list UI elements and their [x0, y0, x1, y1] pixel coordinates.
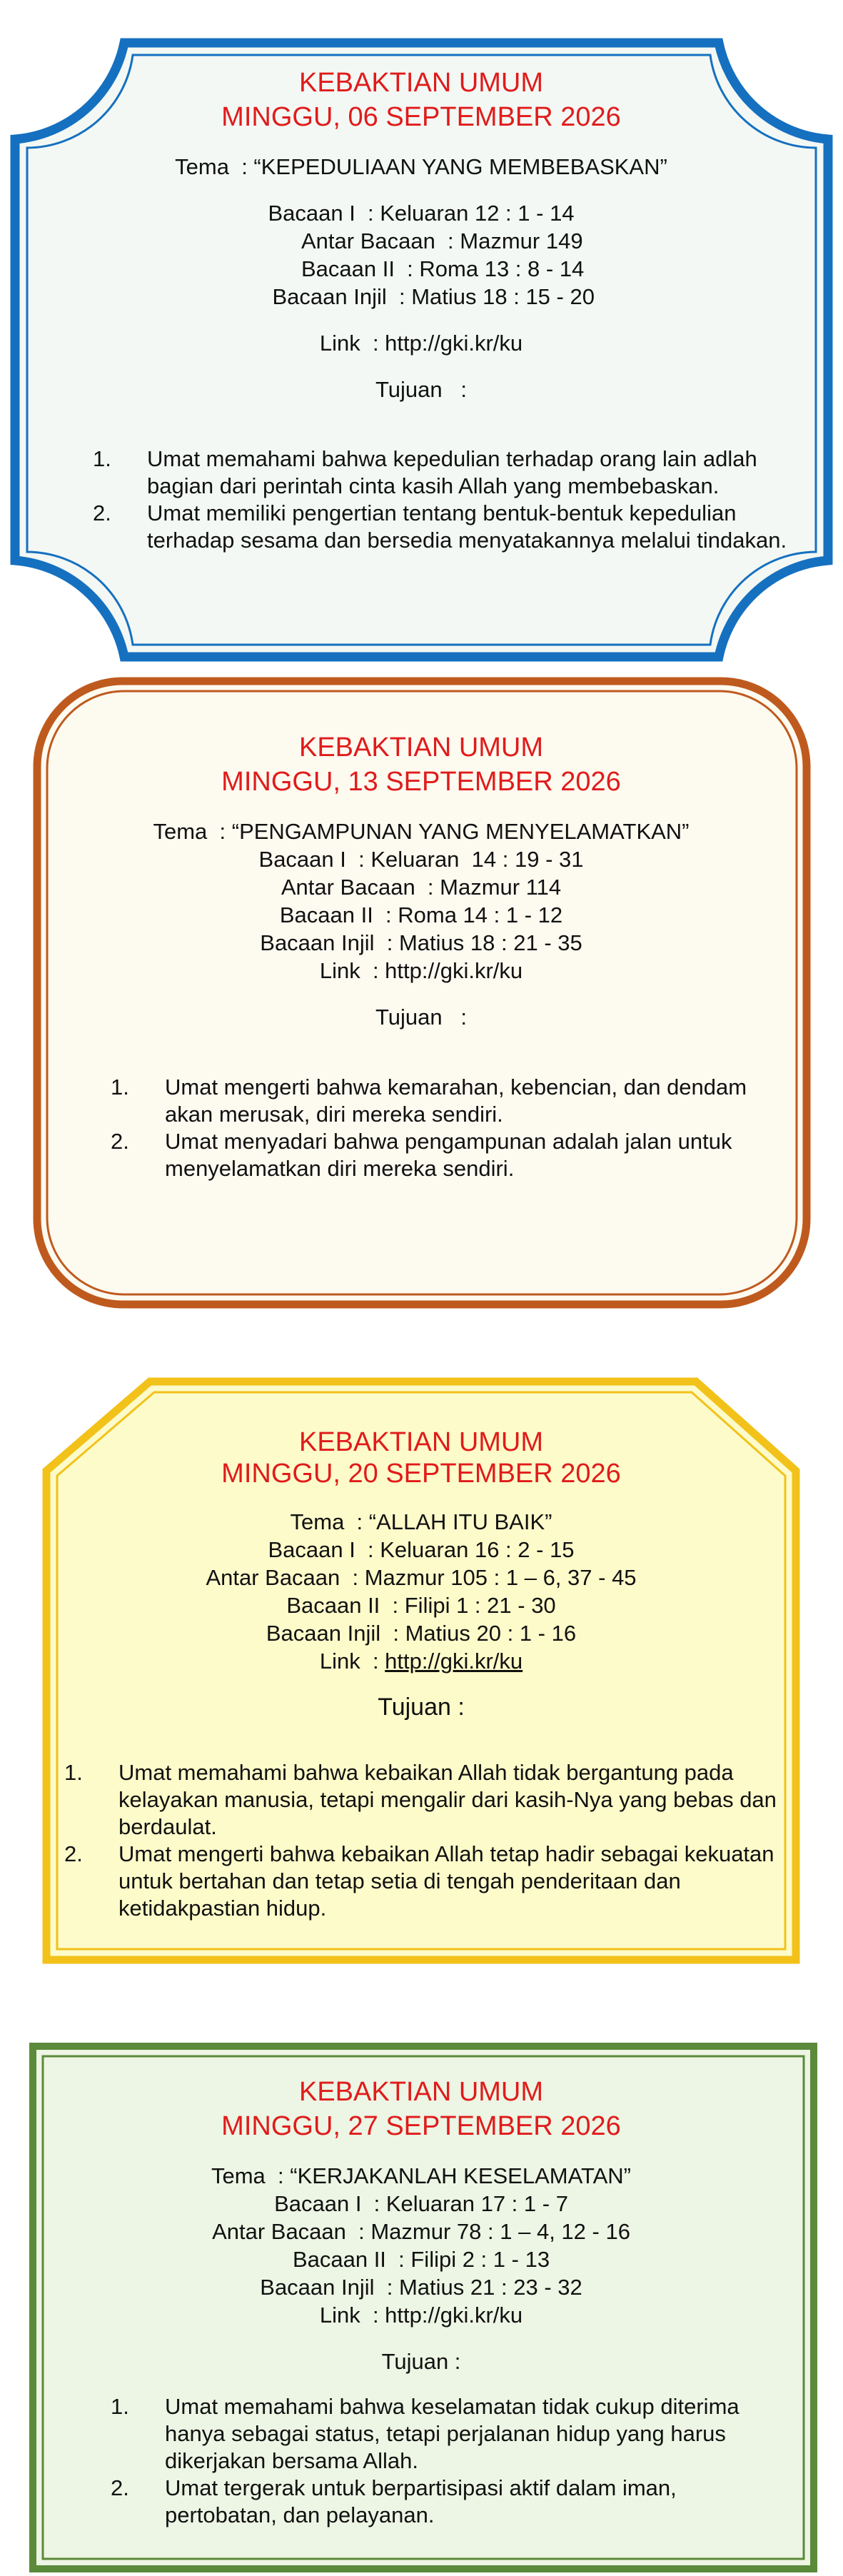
service-date: MINGGU, 27 SEPTEMBER 2026 [221, 2111, 621, 2141]
reading-3: Bacaan II : Filipi 1 : 21 - 30 [286, 1593, 556, 1618]
link-line: Link : http://gki.kr/ku [319, 331, 523, 356]
reading-2: Antar Bacaan : Mazmur 114 [281, 875, 562, 900]
theme: Tema : “KERJAKANLAH KESELAMATAN” [211, 2163, 631, 2188]
list-item: 2. Umat mengerti bahwa kebaikan Allah tetap hadir sebagai kekuatan untuk bertahan dan tetap setia di tengah penderitaan dan ketidakpastian hidup. [64, 1841, 774, 1921]
reading-3: Bacaan II : Roma 14 : 1 - 12 [279, 902, 563, 927]
link-line: Link : http://gki.kr/ku [319, 1649, 523, 1674]
reading-3: Bacaan II : Filipi 2 : 1 - 13 [292, 2247, 550, 2272]
service-title: KEBAKTIAN UMUM [298, 2077, 544, 2107]
service-card-2 [0, 671, 843, 1314]
reading-1: Bacaan I : Keluaran 12 : 1 - 14 [268, 201, 575, 226]
service-title: KEBAKTIAN UMUM [298, 68, 544, 98]
purpose-heading: Tujuan : [381, 2349, 461, 2374]
reading-1: Bacaan I : Keluaran 14 : 19 - 31 [258, 847, 584, 872]
theme: Tema : “PENGAMPUNAN YANG MENYELAMATKAN” [153, 819, 690, 844]
service-card-4 [0, 2042, 843, 2576]
purpose-list [93, 446, 807, 554]
purpose-list [111, 1074, 796, 1182]
reading-2: Antar Bacaan : Mazmur 105 : 1 – 6, 37 - 45 [206, 1565, 637, 1590]
list-item: 2. Umat tergerak untuk berpartisipasi aktif dalam iman, pertobatan, dan pelayanan. [111, 2475, 677, 2527]
service-title: KEBAKTIAN UMUM [298, 733, 544, 763]
reading-4: Bacaan Injil : Matius 18 : 15 - 20 [248, 284, 595, 309]
reading-1: Bacaan I : Keluaran 17 : 1 - 7 [274, 2191, 568, 2216]
reading-2: Antar Bacaan : Mazmur 78 : 1 – 4, 12 - 16 [212, 2219, 630, 2244]
service-date: MINGGU, 06 SEPTEMBER 2026 [221, 102, 621, 132]
list-item: 1. Umat mengerti bahwa kemarahan, kebencian, dan dendam akan merusak, diri mereka sendiri. [111, 1075, 747, 1127]
reading-2: Antar Bacaan : Mazmur 149 [259, 228, 583, 253]
reading-3: Bacaan II : Roma 13 : 8 - 14 [258, 256, 585, 281]
list-item: 1. Umat memahami bahwa keselamatan tidak cukup diterima hanya sebagai status, tetapi perjalanan hidup yang harus dikerjakan bersama Allah. [111, 2394, 739, 2473]
purpose-list [64, 1759, 785, 1922]
service-date: MINGGU, 20 SEPTEMBER 2026 [221, 1459, 621, 1489]
link-line: Link : http://gki.kr/ku [319, 958, 523, 983]
theme: Tema : “KEPEDULIAAN YANG MEMBEBASKAN” [175, 154, 667, 179]
purpose-list [111, 2393, 789, 2529]
reading-4: Bacaan Injil : Matius 18 : 21 - 35 [260, 930, 582, 955]
theme: Tema : “ALLAH ITU BAIK” [290, 1509, 552, 1534]
service-card-3 [0, 1357, 843, 1978]
list-item: 1. Umat memahami bahwa kepedulian terhadap orang lain adlah bagian dari perintah cinta kasih Allah yang membebaskan. [93, 446, 757, 498]
list-item: 2. Umat menyadari bahwa pengampunan adalah jalan untuk menyelamatkan diri mereka sendiri. [111, 1129, 732, 1181]
reading-1: Bacaan I : Keluaran 16 : 2 - 15 [268, 1537, 575, 1562]
service-card-1 [0, 0, 843, 671]
purpose-heading: Tujuan : [375, 1005, 468, 1030]
list-item: 1. Umat memahami bahwa kebaikan Allah tidak bergantung pada kelayakan manusia, tetapi mengalir dari kasih-Nya yang bebas dan berdaulat. [64, 1760, 777, 1839]
purpose-heading: Tujuan : [378, 1694, 465, 1721]
reading-4: Bacaan Injil : Matius 21 : 23 - 32 [260, 2275, 582, 2300]
service-date: MINGGU, 13 SEPTEMBER 2026 [221, 767, 621, 797]
link-url[interactable]: http://gki.kr/ku [385, 1649, 523, 1674]
service-title: KEBAKTIAN UMUM [298, 1427, 544, 1457]
purpose-heading: Tujuan : [375, 377, 468, 402]
link-line: Link : http://gki.kr/ku [319, 2303, 523, 2328]
reading-4: Bacaan Injil : Matius 20 : 1 - 16 [266, 1621, 577, 1646]
list-item: 2. Umat memiliki pengertian tentang bentuk-bentuk kepedulian terhadap sesama dan bersedia menyatakannya melalui tindakan. [93, 500, 787, 553]
